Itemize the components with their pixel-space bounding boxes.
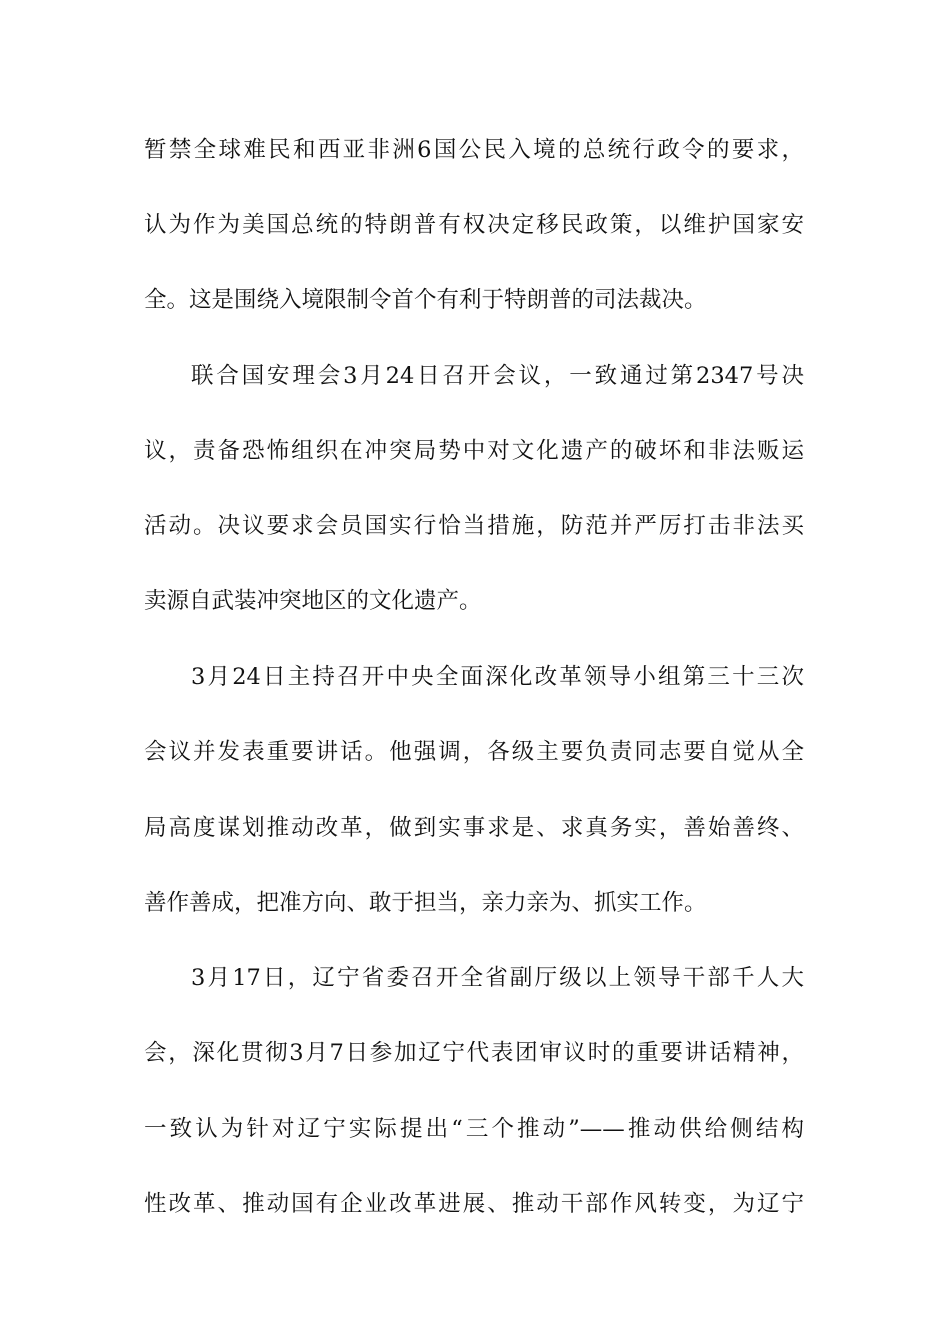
text-line: 会，深化贯彻3月7日参加辽宁代表团审议时的重要讲话精神， [144, 1040, 804, 1066]
text-line: 一致认为针对辽宁实际提出“三个推动”——推动供给侧结构 [144, 1116, 804, 1142]
text-line: 局高度谋划推动改革，做到实事求是、求真务实，善始善终、 [144, 815, 804, 841]
text-line: 议，责备恐怖组织在冲突局势中对文化遗产的破坏和非法贩运 [144, 438, 804, 464]
text-line: 会议并发表重要讲话。他强调，各级主要负责同志要自觉从全 [144, 739, 804, 765]
text-line: 认为作为美国总统的特朗普有权决定移民政策，以维护国家安 [144, 212, 804, 238]
paragraph-first-line: 3月24日主持召开中央全面深化改革领导小组第三十三次 [191, 664, 804, 690]
text-line: 善作善成，把准方向、敢于担当，亲力亲为、抓实工作。 [144, 890, 707, 916]
text-line: 全。这是围绕入境限制令首个有利于特朗普的司法裁决。 [144, 287, 707, 313]
text-line: 性改革、推动国有企业改革进展、推动干部作风转变，为辽宁 [144, 1191, 804, 1217]
text-line: 活动。决议要求会员国实行恰当措施，防范并严厉打击非法买 [144, 513, 804, 539]
text-line: 暂禁全球难民和西亚非洲6国公民入境的总统行政令的要求， [144, 137, 804, 163]
paragraph-first-line: 3月17日，辽宁省委召开全省副厅级以上领导干部千人大 [191, 965, 804, 991]
paragraph-first-line: 联合国安理会3月24日召开会议，一致通过第2347号决 [191, 363, 804, 389]
text-line: 卖源自武装冲突地区的文化遗产。 [144, 588, 482, 614]
